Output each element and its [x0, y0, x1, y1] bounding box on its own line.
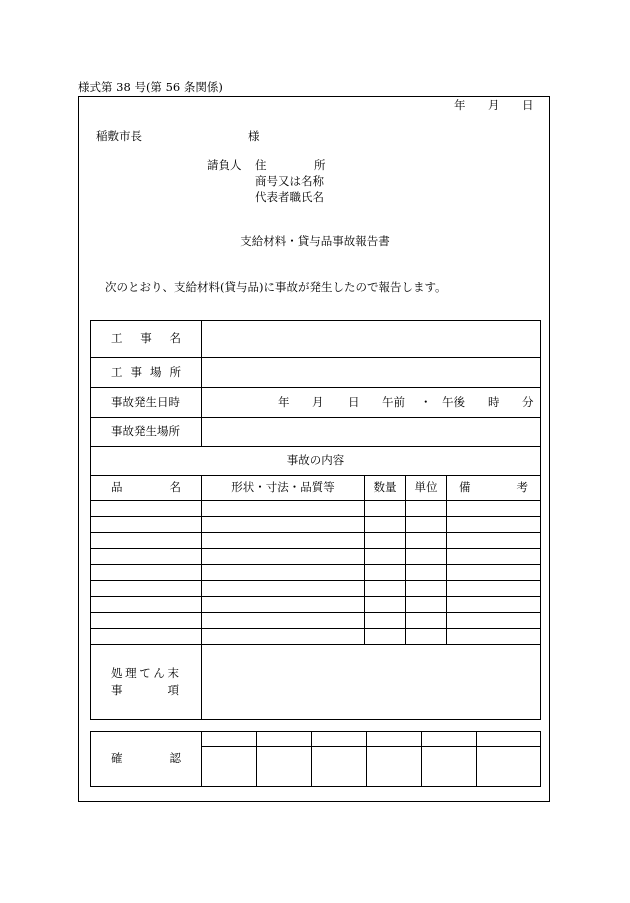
qty-cell[interactable]	[365, 565, 406, 581]
table-row	[91, 613, 541, 629]
shape-cell[interactable]	[202, 533, 365, 549]
confirm-stamp-cell[interactable]	[422, 747, 477, 787]
disposal-label-cell	[91, 645, 202, 720]
table-row	[91, 597, 541, 613]
confirm-char-2: 認	[169, 751, 181, 766]
work-name-char-3: 名	[169, 331, 181, 346]
qty-cell[interactable]	[365, 629, 406, 645]
shape-cell[interactable]	[202, 613, 365, 629]
disposal-char-6: 事	[111, 683, 123, 697]
dt-day: 日	[348, 395, 360, 409]
work-place-label-cell	[91, 358, 202, 388]
disposal-char-5: 末	[167, 665, 179, 680]
qty-cell[interactable]	[365, 517, 406, 533]
unit-cell[interactable]	[406, 517, 447, 533]
note-cell[interactable]	[447, 629, 541, 645]
dt-hour: 時	[488, 395, 500, 409]
item-cell[interactable]	[91, 613, 202, 629]
unit-cell[interactable]	[406, 613, 447, 629]
note-cell[interactable]	[447, 613, 541, 629]
dt-dot: ・	[420, 395, 432, 409]
confirm-head-cell[interactable]	[367, 732, 422, 747]
col-unit-header: 単位	[406, 476, 447, 501]
work-place-char-4: 所	[169, 364, 181, 379]
confirm-label-cell	[91, 732, 202, 787]
disposal-char-3: て	[139, 665, 151, 680]
col-item-char-2: 名	[169, 480, 181, 495]
confirm-head-cell[interactable]	[477, 732, 541, 747]
confirm-char-1: 確	[111, 751, 123, 766]
date-month: 月	[488, 98, 500, 112]
work-name-char-1: 工	[111, 331, 123, 346]
unit-cell[interactable]	[406, 501, 447, 517]
address-label-2: 所	[314, 158, 326, 172]
work-name-field[interactable]	[202, 321, 541, 358]
dt-month: 月	[312, 395, 324, 409]
dt-minute: 分	[522, 395, 534, 409]
work-place-char-2: 事	[130, 364, 142, 379]
accident-datetime-field[interactable]	[202, 388, 541, 418]
work-name-char-2: 事	[140, 331, 152, 346]
item-cell[interactable]	[91, 517, 202, 533]
item-cell[interactable]	[91, 565, 202, 581]
note-cell[interactable]	[447, 517, 541, 533]
accident-place-field[interactable]	[202, 418, 541, 447]
table-row	[91, 581, 541, 597]
qty-cell[interactable]	[365, 597, 406, 613]
item-cell[interactable]	[91, 581, 202, 597]
qty-cell[interactable]	[365, 613, 406, 629]
confirm-head-cell[interactable]	[422, 732, 477, 747]
confirm-head-cell[interactable]	[312, 732, 367, 747]
date-day: 日	[522, 98, 534, 112]
representative-label: 代表者職氏名	[255, 190, 324, 204]
table-row	[91, 501, 541, 517]
col-shape-header: 形状・寸法・品質等	[202, 476, 365, 501]
note-cell[interactable]	[447, 501, 541, 517]
accident-place-label: 事故発生場所	[91, 418, 202, 447]
qty-cell[interactable]	[365, 549, 406, 565]
shape-cell[interactable]	[202, 517, 365, 533]
col-item-char-1: 品	[111, 480, 123, 495]
work-place-char-3: 場	[150, 364, 162, 379]
confirm-stamp-cell[interactable]	[477, 747, 541, 787]
note-cell[interactable]	[447, 533, 541, 549]
item-cell[interactable]	[91, 549, 202, 565]
note-cell[interactable]	[447, 565, 541, 581]
confirm-stamp-cell[interactable]	[202, 747, 257, 787]
table-row	[91, 629, 541, 645]
confirm-stamp-cell[interactable]	[312, 747, 367, 787]
confirm-head-cell[interactable]	[257, 732, 312, 747]
confirm-head-cell[interactable]	[202, 732, 257, 747]
report-table	[90, 320, 541, 720]
shape-cell[interactable]	[202, 501, 365, 517]
confirm-stamp-cell[interactable]	[257, 747, 312, 787]
col-note-char-1: 備	[459, 480, 471, 495]
dt-year: 年	[278, 395, 290, 409]
col-qty-header: 数量	[365, 476, 406, 501]
intro-text: 次のとおり、支給材料(貸与品)に事故が発生したので報告します。	[105, 280, 447, 294]
contractor-label: 請負人	[207, 158, 242, 172]
disposal-char-2: 理	[125, 665, 137, 680]
qty-cell[interactable]	[365, 581, 406, 597]
date-year: 年	[454, 98, 466, 112]
address-label-1: 住	[255, 158, 267, 172]
work-place-field[interactable]	[202, 358, 541, 388]
col-note-char-2: 考	[516, 480, 528, 495]
unit-cell[interactable]	[406, 597, 447, 613]
content-title: 事故の内容	[91, 447, 541, 476]
item-cell[interactable]	[91, 629, 202, 645]
accident-datetime-label: 事故発生日時	[91, 388, 202, 418]
note-cell[interactable]	[447, 549, 541, 565]
qty-cell[interactable]	[365, 501, 406, 517]
confirm-table	[90, 731, 541, 787]
shape-cell[interactable]	[202, 629, 365, 645]
note-cell[interactable]	[447, 597, 541, 613]
work-place-char-1: 工	[111, 364, 123, 379]
table-row	[91, 565, 541, 581]
dt-pm: 午後	[442, 395, 465, 409]
document-title: 支給材料・貸与品事故報告書	[240, 234, 390, 248]
disposal-field[interactable]	[202, 645, 541, 720]
unit-cell[interactable]	[406, 549, 447, 565]
form-number: 様式第 38 号(第 56 条関係)	[78, 80, 223, 94]
disposal-char-7: 項	[167, 683, 179, 697]
unit-cell[interactable]	[406, 565, 447, 581]
item-cell[interactable]	[91, 501, 202, 517]
qty-cell[interactable]	[365, 533, 406, 549]
note-cell[interactable]	[447, 581, 541, 597]
dt-am: 午前	[382, 395, 405, 409]
disposal-char-1: 処	[111, 665, 123, 680]
col-item-header	[91, 476, 202, 501]
unit-cell[interactable]	[406, 533, 447, 549]
confirm-stamp-cell[interactable]	[367, 747, 422, 787]
shape-cell[interactable]	[202, 597, 365, 613]
company-label: 商号又は名称	[255, 174, 324, 188]
item-cell[interactable]	[91, 533, 202, 549]
table-row	[91, 549, 541, 565]
col-note-header	[447, 476, 541, 501]
work-name-label-cell	[91, 321, 202, 358]
shape-cell[interactable]	[202, 565, 365, 581]
item-cell[interactable]	[91, 597, 202, 613]
unit-cell[interactable]	[406, 629, 447, 645]
shape-cell[interactable]	[202, 581, 365, 597]
shape-cell[interactable]	[202, 549, 365, 565]
disposal-char-4: ん	[153, 665, 165, 680]
unit-cell[interactable]	[406, 581, 447, 597]
addressee-honorific: 様	[248, 129, 260, 143]
table-row	[91, 533, 541, 549]
addressee-name: 稲敷市長	[96, 129, 142, 143]
table-row	[91, 517, 541, 533]
